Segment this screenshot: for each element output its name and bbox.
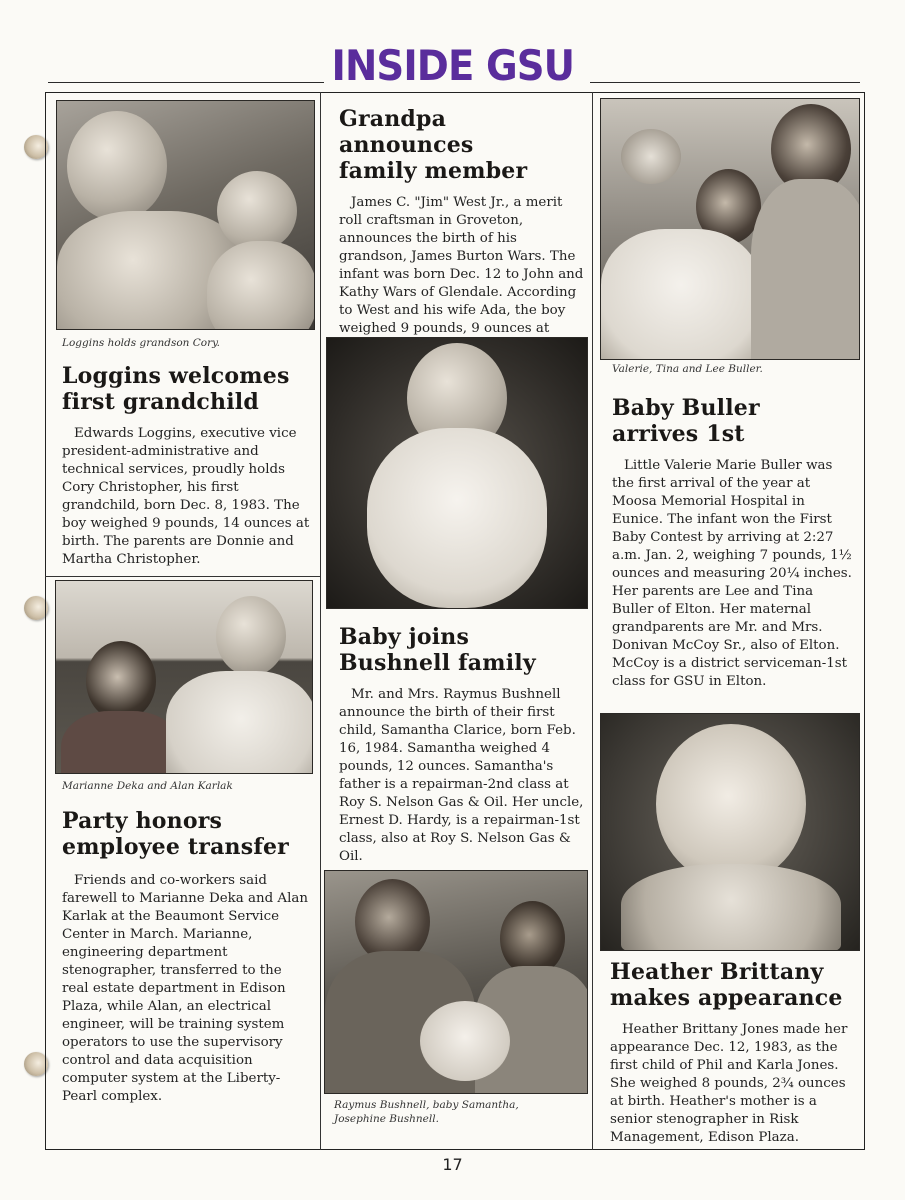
story-grandpa (339, 106, 584, 356)
body-grandpa: James C. "Jim" West Jr., a merit roll craftsman in Groveton, announces the birth of his grandson, James Burton Wars. The infant was born Dec. 12 to John and Kathy Wars of Glendale. According to West and his wife Ada, the boy weighed 9 pounds, 9 ounces at (339, 195, 584, 336)
story-buller (612, 395, 857, 691)
headline-bushnell-2: Bushnell family (339, 650, 536, 676)
photo-loggins-grandson (56, 100, 315, 330)
column1-separator (45, 576, 320, 577)
photo-bushnell-family (324, 870, 588, 1094)
masthead-rule-right (590, 82, 860, 83)
masthead-title: INSIDE GSU (331, 41, 574, 90)
caption-buller: Valerie, Tina and Lee Buller. (612, 363, 763, 375)
headline-loggins-2: first grandchild (62, 389, 259, 415)
headline-grandpa-2: family member (339, 158, 528, 184)
photo-baby-wars (326, 337, 588, 609)
headline-grandpa-1: Grandpa announces (339, 106, 474, 158)
body-bushnell: Mr. and Mrs. Raymus Bushnell announce the birth of their first child, Samantha Clarice, born Feb. 16, 1984. Samantha weighed 4 pounds, 12 ounces. Samantha's father is a repairman-2nd class at Roy S. Nelson Gas & Oil. Her uncle, Ernest D. Hardy, is a repairman-1st class, also at Roy S. Nelson Gas & Oil. (339, 687, 584, 864)
body-party: Friends and co-workers said farewell to Marianne Deka and Alan Karlak at the Beaumont Service Center in March. Marianne, engineering department stenographer, transferred to the real estate department in Edison Plaza, while Alan, an electrical engineer, will be training system operators to use the supervisory control and data acquisition computer system at the Liberty-Pearl complex. (62, 873, 308, 1104)
headline-loggins-1: Loggins welcomes (62, 363, 290, 389)
story-heather (610, 959, 858, 1147)
body-loggins: Edwards Loggins, executive vice president-administrative and technical services, proudly holds Cory Christopher, his first grandchild, born Dec. 8, 1983. The boy weighed 9 pounds, 14 ounces at birth. The parents are Donnie and Martha Christopher. (62, 426, 310, 567)
caption-bushnell-line-1: Raymus Bushnell, baby Samantha, (334, 1099, 519, 1111)
caption-deka-karlak: Marianne Deka and Alan Karlak (62, 780, 233, 792)
headline-heather-2: makes appearance (610, 985, 843, 1011)
headline-bushnell-1: Baby joins (339, 624, 470, 650)
caption-bushnell-line-2: Josephine Bushnell. (334, 1113, 439, 1125)
story-bushnell (339, 624, 584, 866)
body-heather: Heather Brittany Jones made her appearance Dec. 12, 1983, as the first child of Phil and Karla Jones. She weighed 8 pounds, 2¾ ounces at birth. Heather's mother is a senior stenographer in Risk Management, Edison Plaza. (610, 1022, 848, 1145)
caption-loggins: Loggins holds grandson Cory. (62, 337, 221, 349)
photo-deka-karlak (55, 580, 313, 774)
headline-party-1: Party honors (62, 808, 223, 834)
photo-heather-brittany (600, 713, 860, 951)
body-buller: Little Valerie Marie Buller was the first arrival of the year at Moosa Memorial Hospital in Eunice. The infant won the First Baby Contest by arriving at 2:27 a.m. Jan. 2, weighing 7 pounds, 1½ ounces and measuring 20¼ inches. Her parents are Lee and Tina Buller of Elton. Her maternal grandparents are Mr. and Mrs. Donivan McCoy Sr., also of Elton. McCoy is a district serviceman-1st class for GSU in Elton. (612, 458, 852, 689)
headline-buller-1: Baby Buller (612, 395, 760, 421)
photo-buller-family (600, 98, 860, 360)
column-divider-left (320, 92, 321, 1150)
masthead-rule-left (48, 82, 324, 83)
column-divider-right (592, 92, 593, 1150)
headline-heather-1: Heather Brittany (610, 959, 824, 985)
masthead (0, 38, 905, 94)
headline-buller-2: arrives 1st (612, 421, 745, 447)
headline-party-2: employee transfer (62, 834, 289, 860)
story-party (62, 808, 312, 1106)
page-number: 17 (442, 1155, 463, 1174)
story-loggins (62, 363, 312, 569)
caption-bushnell (334, 1098, 584, 1126)
